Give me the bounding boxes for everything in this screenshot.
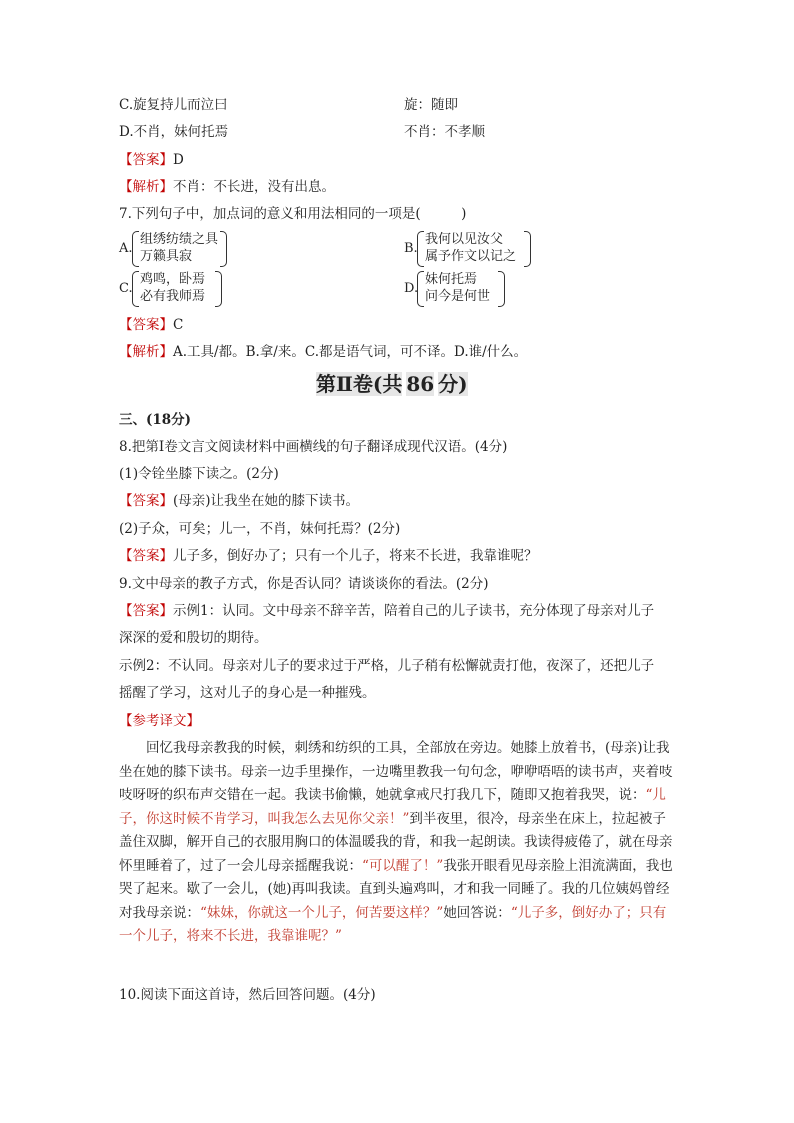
answer-value: 儿子多，倒好办了；只有一个儿子，将来不长进，我靠谁呢？ (173, 548, 538, 564)
q9-answer-line1 (119, 601, 654, 621)
q7-option-c (119, 271, 239, 305)
answer-tag: 【答案】 (119, 493, 173, 509)
q6-option-c-gloss: 旋：随即 (404, 97, 458, 113)
option-label: B. (404, 241, 418, 256)
q9-question: 9.文中母亲的教子方式，你是否认同？请谈谈你的看法。(2分) (119, 576, 489, 592)
answer-tag: 【答案】 (119, 548, 173, 564)
answer-value: (母亲)让我坐在她的膝下读书。 (173, 493, 360, 509)
answer-tag: 【答案】 (119, 603, 173, 619)
option-line2: 万籁具寂 (140, 249, 193, 264)
option-label: C. (119, 281, 133, 296)
q8-2-answer (119, 546, 538, 566)
q9-example2-line2: 摇醒了学习，这对儿子的身心是一种摧残。 (119, 685, 376, 701)
q7-option-d (404, 271, 524, 305)
part3-heading: 三、(18分) (119, 412, 192, 428)
option-line1: 鸡鸣，卧焉 (140, 272, 206, 287)
q6-answer (119, 150, 184, 170)
answer-value: D (173, 152, 184, 168)
answer-value: 示例1：认同。文中母亲不辞辛苦，陪着自己的儿子读书，充分体现了母亲对儿子 (173, 603, 655, 619)
option-line2: 问今是何世 (425, 289, 491, 304)
section-title: 第Ⅱ卷(共 86 分) (316, 372, 468, 396)
analysis-text: 不肖：不长进，没有出息。 (173, 179, 335, 195)
q7-answer (119, 315, 183, 335)
q6-option-c: C.旋复持儿而泣曰 (119, 97, 228, 113)
analysis-text: A.工具/都。B.拿/来。C.都是语气词，可不译。D.谁/什么。 (173, 344, 528, 360)
option-line2: 属予作文以记之 (425, 249, 517, 264)
q9-answer-line2: 深深的爱和殷切的期待。 (119, 630, 268, 646)
option-label: A. (119, 241, 133, 256)
q6-option-d-gloss: 不肖：不孝顺 (404, 124, 485, 140)
answer-tag: 【答案】 (119, 152, 173, 168)
q8-1-question: (1)令铨坐膝下读之。(2分) (119, 466, 279, 482)
answer-value: C (173, 317, 184, 333)
q8-question: 8.把第Ⅰ卷文言文阅读材料中画横线的句子翻译成现代汉语。(4分) (119, 439, 508, 455)
q7-option-b (404, 231, 544, 265)
q8-2-question: (2)子众，可矣；儿一，不肖，妹何托焉？(2分) (119, 521, 401, 537)
analysis-tag: 【解析】 (119, 344, 173, 360)
q10-question: 10.阅读下面这首诗，然后回答问题。(4分) (119, 987, 376, 1003)
analysis-tag: 【解析】 (119, 179, 173, 195)
q8-1-answer (119, 491, 359, 511)
option-line1: 组绣纺绩之具 (140, 232, 219, 247)
q9-example2-line1: 示例2：不认同。母亲对儿子的要求过于严格，儿子稍有松懈就责打他，夜深了，还把儿子 (119, 658, 655, 674)
q6-analysis (119, 177, 335, 197)
answer-tag: 【答案】 (119, 317, 173, 333)
q7-analysis (119, 342, 527, 362)
option-line1: 我何以见汝父 (425, 232, 504, 247)
q6-option-d: D.不肖，妹何托焉 (119, 124, 229, 140)
reference-translation: 回忆我母亲教我的时候，刺绣和纺织的工具，全部放在旁边。她膝上放着书，(母亲)让我坐在她的膝下读书。母亲一边手里操作，一边嘴里教我一句句念，咿咿唔唔的读书声，夹着吱吱呀呀的织布声交错在一起。我读书偷懒，她就拿戒尺打我几下，随即又抱着我哭，说：“儿子，你这时候不肯学习，叫我怎么去见你父亲！”到半夜里，很冷，母亲坐在床上，拉起被子盖住双脚，解开自己的衣服用胸口的体温暖我的背，和我一起朗读。我读得疲倦了，就在母亲怀里睡着了，过了一会儿母亲摇醒我说：“可以醒了！”我张开眼看见母亲脸上泪流满面，我也哭了起来。歇了一会儿，(她)再叫我读。直到头遍鸡叫，才和我一同睡了。我的几位姨妈曾经对我母亲说：“妹妹，你就这一个儿子，何苦要这样？”她回答说：“儿子多，倒好办了；只有一个儿子，将来不长进，我靠谁呢？” (119, 740, 673, 944)
option-line1: 妹何托焉 (425, 272, 478, 287)
option-label: D. (404, 281, 419, 296)
q7-option-a (119, 231, 239, 265)
option-line2: 必有我师焉 (140, 289, 206, 304)
q7-question: 7.下列句子中，加点词的意义和用法相同的一项是( ) (119, 206, 467, 222)
reference-translation-tag: 【参考译文】 (119, 713, 200, 729)
